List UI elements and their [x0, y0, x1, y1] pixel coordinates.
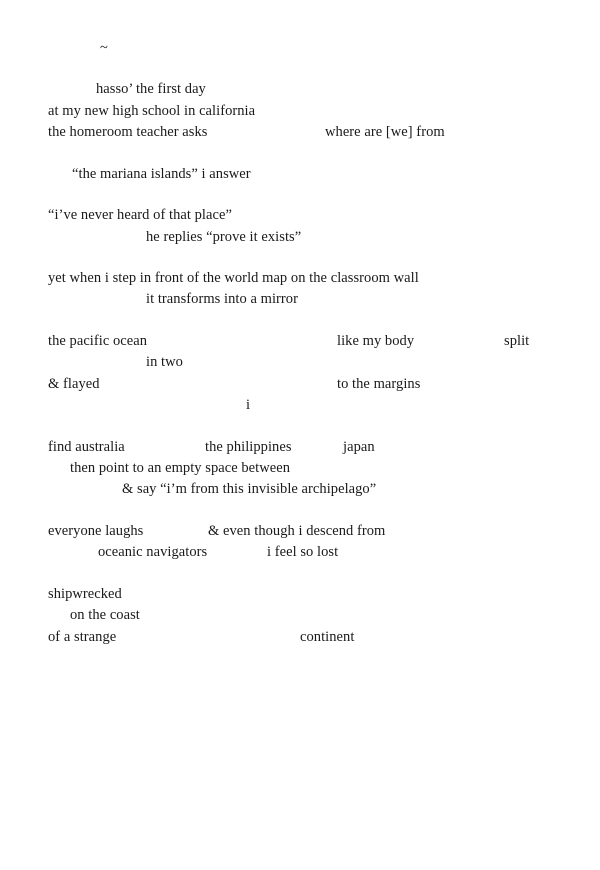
poem-line-segment: to the margins — [337, 376, 421, 392]
poem-line-segment: it transforms into a mirror — [146, 291, 298, 307]
poem-line-segment: he replies “prove it exists” — [146, 229, 302, 245]
poem-line-segment: like my body — [337, 333, 415, 349]
poem-line-segment: where are [we] from — [325, 124, 445, 140]
poem-line-segment: the pacific ocean — [48, 333, 148, 349]
poem-line-segment: everyone laughs — [48, 523, 144, 539]
poem-line-segment: continent — [300, 629, 355, 645]
poem-line-segment: “the mariana islands” i answer — [72, 166, 251, 182]
poem-line-segment: then point to an empty space between — [70, 460, 291, 476]
poem-line-segment: oceanic navigators — [98, 544, 208, 560]
poem-line-segment: i feel so lost — [267, 544, 339, 560]
poem-line-segment: “i’ve never heard of that place” — [48, 207, 232, 223]
poem-line-segment: i — [246, 397, 251, 413]
poem-line-segment: of a strange — [48, 629, 117, 645]
ornament-glyph: ~ — [100, 40, 108, 56]
poem-line-segment: the homeroom teacher asks — [48, 124, 208, 140]
poem-line-segment: & say “i’m from this invisible archipelago” — [122, 481, 377, 497]
poem-line-segment: the philippines — [205, 439, 292, 455]
poem-line-segment: japan — [343, 439, 375, 455]
poem-line-segment: in two — [146, 354, 183, 370]
poem-line-segment: & even though i descend from — [208, 523, 386, 539]
poem-line-segment: on the coast — [70, 607, 140, 623]
poem-line-segment: yet when i step in front of the world map on the classroom wall — [48, 270, 419, 286]
poem-line-segment: & flayed — [48, 376, 100, 392]
poem-line-segment: hasso’ the first day — [96, 81, 206, 97]
poem-line-segment: split — [504, 333, 530, 349]
poem-line-segment: shipwrecked — [48, 586, 122, 602]
poem-line-segment: at my new high school in california — [48, 103, 256, 119]
poem-line-segment: find australia — [48, 439, 125, 455]
